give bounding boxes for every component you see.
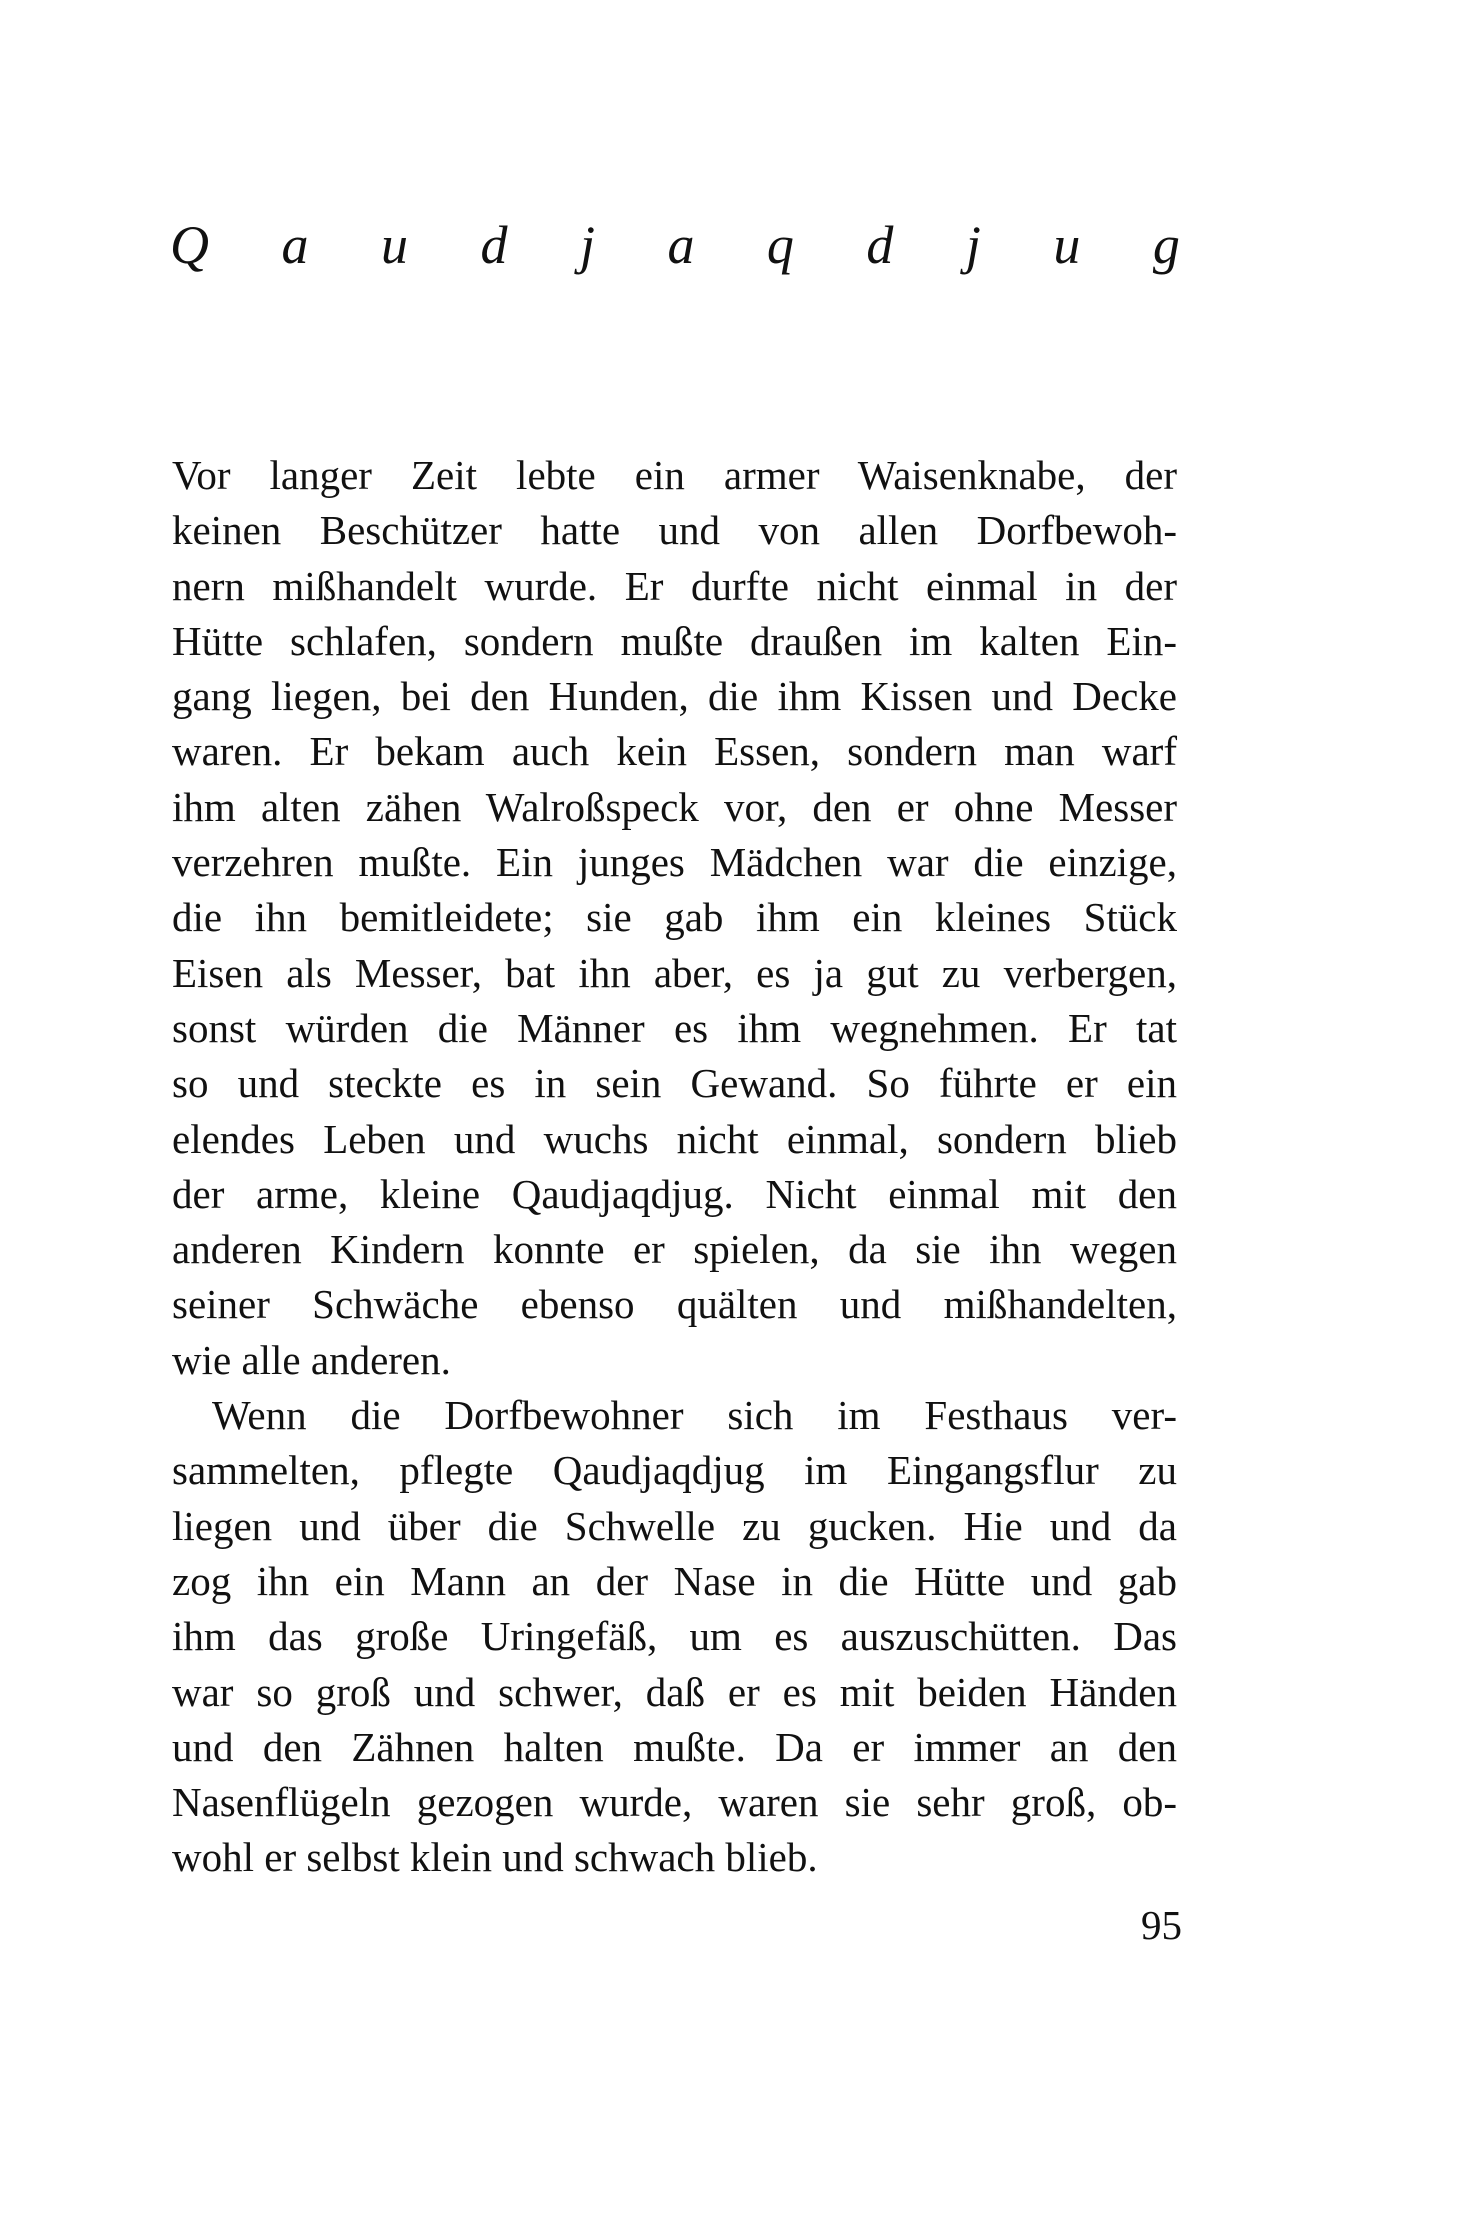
text-line: wohl er selbst klein und schwach blieb.	[172, 1834, 818, 1881]
text-line: so und steckte es in sein Gewand. So führte er ein	[172, 1060, 1177, 1107]
title-letter: d	[866, 215, 894, 275]
body-text	[172, 448, 1177, 1886]
text-line: gang liegen, bei den Hunden, die ihm Kissen und Decke	[172, 673, 1177, 720]
text-line: Vor langer Zeit lebte ein armer Waisenknabe, der	[172, 452, 1177, 498]
text-line: war so groß und schwer, daß er es mit beiden Händen	[172, 1668, 1177, 1715]
text-line: nern mißhandelt wurde. Er durfte nicht einmal in der	[172, 562, 1177, 609]
title-letter: g	[1152, 215, 1180, 275]
title-letter: Q	[170, 215, 209, 275]
text-line: Eisen als Messer, bat ihn aber, es ja gut zu verbergen,	[172, 949, 1177, 996]
text-line: liegen und über die Schwelle zu gucken. Hie und da	[172, 1502, 1177, 1549]
text-line: zog ihn ein Mann an der Nase in die Hütte und gab	[172, 1557, 1177, 1604]
title-letter: a	[281, 215, 309, 275]
text-line: Hütte schlafen, sondern mußte draußen im kalten Ein-	[172, 617, 1177, 664]
paragraph-1	[172, 448, 1177, 1388]
text-line: Wenn die Dorfbewohner sich im Festhaus ver-	[212, 1392, 1177, 1439]
text-line: wie alle anderen.	[172, 1336, 451, 1383]
title-letter: u	[1053, 215, 1081, 275]
title-letter: a	[667, 215, 695, 275]
text-line: seiner Schwäche ebenso quälten und mißhandelten,	[172, 1281, 1177, 1328]
title-letter: u	[380, 215, 408, 275]
text-line: verzehren mußte. Ein junges Mädchen war die einzige,	[172, 839, 1177, 886]
paragraph-2	[172, 1388, 1177, 1886]
text-line: anderen Kindern konnte er spielen, da sie ihn wegen	[172, 1226, 1177, 1273]
title-letter: q	[766, 215, 794, 275]
text-line: sonst würden die Männer es ihm wegnehmen. Er tat	[172, 1004, 1177, 1051]
title-letter: d	[480, 215, 508, 275]
title-letter: j	[579, 215, 595, 275]
page-number: 95	[1141, 1902, 1182, 1948]
text-line: waren. Er bekam auch kein Essen, sondern man warf	[172, 728, 1177, 775]
text-line: Nasenflügeln gezogen wurde, waren sie sehr groß, ob-	[172, 1779, 1177, 1826]
chapter-title	[170, 205, 1180, 285]
text-line: keinen Beschützer hatte und von allen Dorfbewoh-	[172, 507, 1177, 554]
text-line: und den Zähnen halten mußte. Da er immer an den	[172, 1723, 1177, 1770]
text-line: ihm das große Uringefäß, um es auszuschütten. Das	[172, 1613, 1177, 1660]
text-line: ihm alten zähen Walroßspeck vor, den er ohne Messer	[172, 783, 1177, 830]
text-line: die ihn bemitleidete; sie gab ihm ein kleines Stück	[172, 894, 1177, 941]
text-line: sammelten, pflegte Qaudjaqdjug im Eingangsflur zu	[172, 1447, 1177, 1494]
text-line: elendes Leben und wuchs nicht einmal, sondern blieb	[172, 1115, 1177, 1162]
title-letter: j	[965, 215, 981, 275]
text-line: der arme, kleine Qaudjaqdjug. Nicht einmal mit den	[172, 1170, 1177, 1217]
